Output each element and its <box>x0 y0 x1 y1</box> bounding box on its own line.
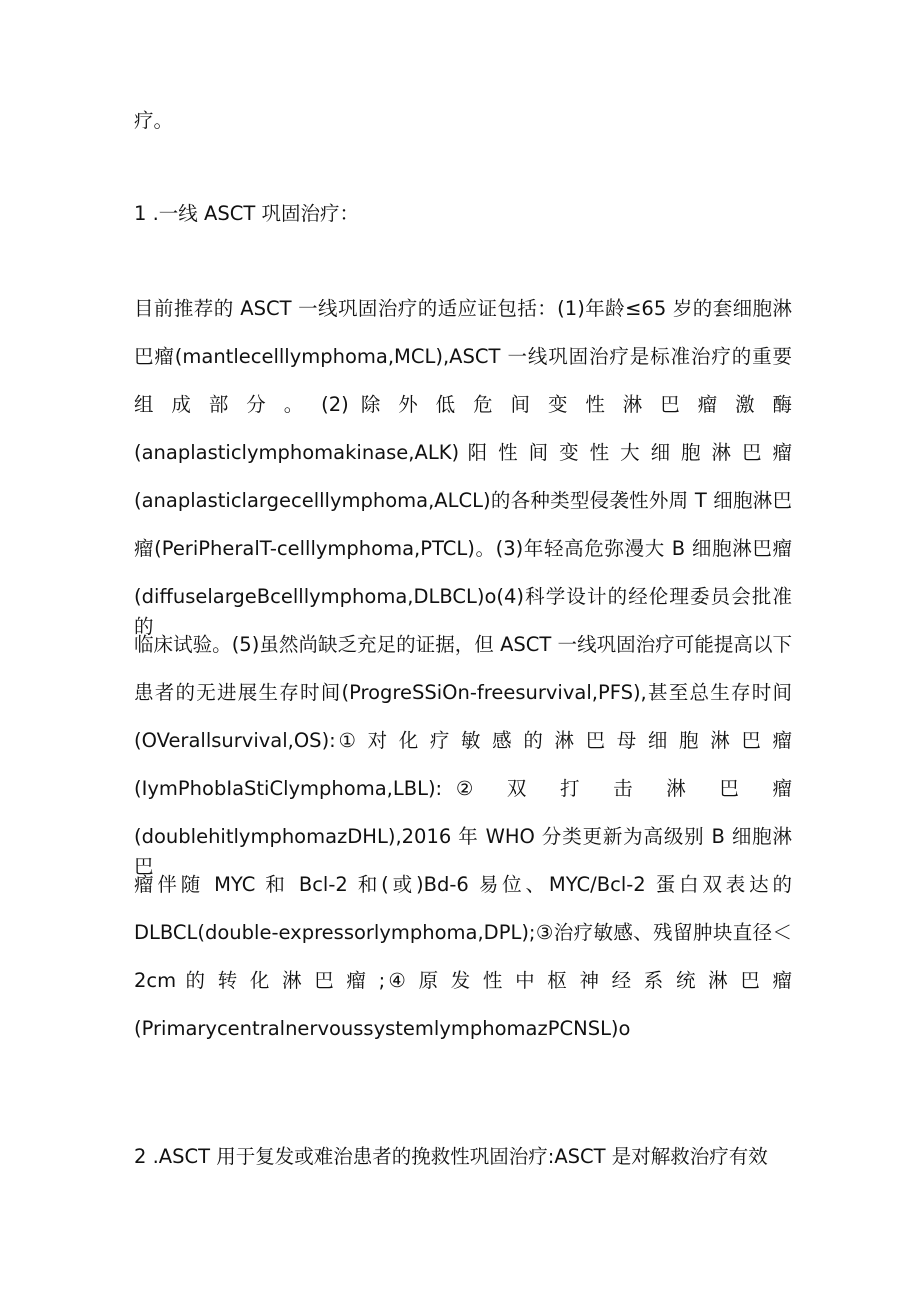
text-line-continuation: 疗。 <box>134 109 174 132</box>
paragraph-line: (doublehitlymphomazDHL),2016 年 WHO 分类更新为高级别 B 细胞淋巴 <box>134 825 792 878</box>
paragraph-line: (IymPhobIaStiClymphoma,LBL):② 双 打 击 淋 巴 瘤 <box>134 777 792 800</box>
paragraph-line: 瘤(PeriPheralT-celllymphoma,PTCL)。(3)年轻高危弥漫大 B 细胞淋巴瘤 <box>134 537 792 560</box>
paragraph-line: 2cm 的 转 化 淋 巴 瘤 ;④ 原 发 性 中 枢 神 经 系 统 淋 巴 瘤 <box>134 969 792 992</box>
paragraph-line: (anaplasticlymphomakinase,ALK) 阳 性 间 变 性 大 细 胞 淋 巴 瘤 <box>134 441 792 464</box>
paragraph-line: 巴瘤(mantlecelllymphoma,MCL),ASCT 一线巩固治疗是标准治疗的重要 <box>134 345 792 368</box>
paragraph-line: 瘤伴随 MYC 和 Bcl-2 和(或)Bd-6 易位、MYC/Bcl-2 蛋白双表达的 <box>134 873 792 896</box>
paragraph-line: 患者的无进展生存时间(ProgreSSiOn-freesurvival,PFS),甚至总生存时间 <box>134 681 792 704</box>
paragraph-line: 目前推荐的 ASCT 一线巩固治疗的适应证包括：(1)年龄≤65 岁的套细胞淋 <box>134 297 792 320</box>
paragraph-line: 组 成 部 分 。 (2) 除 外 低 危 间 变 性 淋 巴 瘤 激 酶 <box>134 393 792 416</box>
paragraph-line: (diffuselargeBcelllymphoma,DLBCL)o(4)科学设计的经伦理委员会批准的 <box>134 585 792 638</box>
paragraph-line: (anaplasticlargecelllymphoma,ALCL)的各种类型侵袭性外周 T 细胞淋巴 <box>134 489 792 512</box>
section-heading-2: 2 .ASCT 用于复发或难治患者的挽救性巩固治疗:ASCT 是对解救治疗有效 <box>134 1145 768 1168</box>
section-heading-1: 1 .一线 ASCT 巩固治疗： <box>134 202 359 225</box>
paragraph-line: (OVerallsurvival,OS):① 对 化 疗 敏 感 的 淋 巴 母 细 胞 淋 巴 瘤 <box>134 729 792 752</box>
paragraph-line: DLBCL(double-expressorlymphoma,DPL);③治疗敏感、残留肿块直径＜ <box>134 921 792 944</box>
paragraph-line: 临床试验。(5)虽然尚缺乏充足的证据，但 ASCT 一线巩固治疗可能提高以下 <box>134 633 792 656</box>
paragraph-last-line: (PrimarycentralnervoussystemlymphomazPCNSL)o <box>134 1017 631 1040</box>
